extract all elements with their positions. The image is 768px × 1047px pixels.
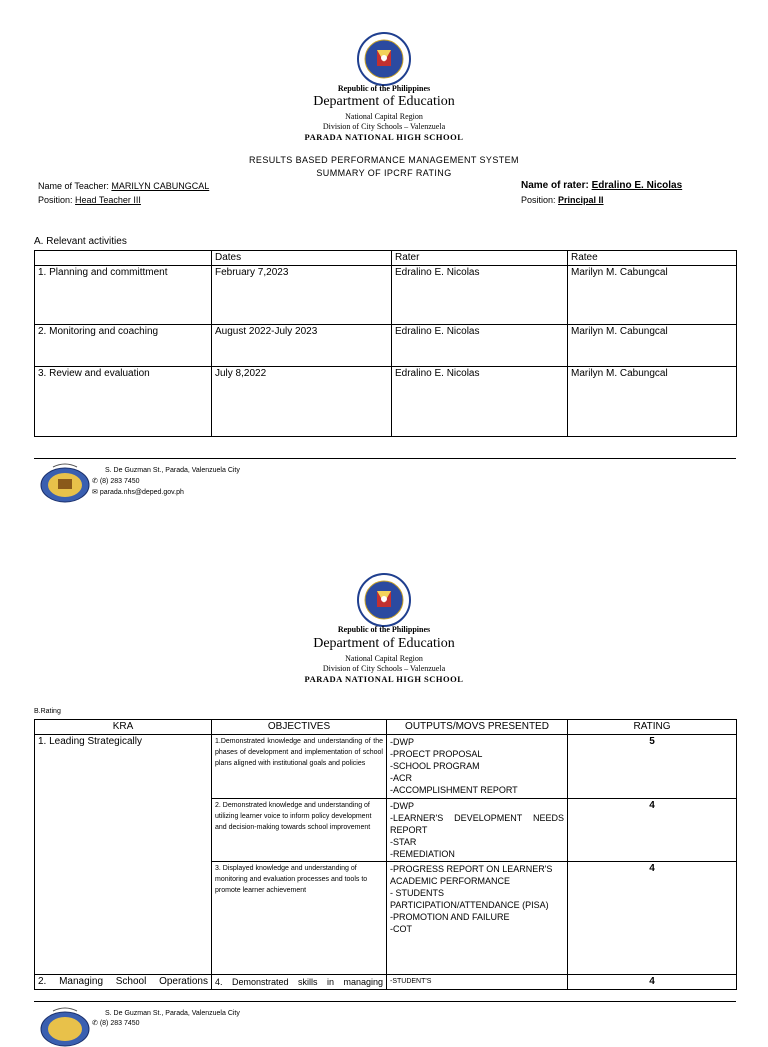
table-row: 2. Monitoring and coaching August 2022-July 2023 Edralino E. Nicolas Marilyn M. Cabungcal [35, 325, 737, 367]
phone-icon: ✆ [92, 1020, 98, 1027]
department-title: Department of Education [313, 636, 455, 651]
footer-email-row: ✉ parada.nhs@deped.gov.ph [92, 489, 184, 496]
rating-value: 4 [568, 975, 737, 990]
footer-phone-row: ✆ (8) 283 7450 [92, 478, 140, 485]
table-row: 3. Review and evaluation July 8,2022 Edralino E. Nicolas Marilyn M. Cabungcal [35, 367, 737, 437]
report-title-line1: RESULTS BASED PERFORMANCE MANAGEMENT SYSTEM [249, 155, 519, 165]
table-row: 1. Planning and committment February 7,2023 Edralino E. Nicolas Marilyn M. Cabungcal [35, 266, 737, 325]
footer-divider [34, 1001, 736, 1002]
section-a-title: A. Relevant activities [34, 236, 127, 247]
teacher-position-row: Position: Head Teacher III [38, 195, 141, 205]
phone-icon: ✆ [92, 478, 98, 485]
report-title-line2: SUMMARY OF IPCRF RATING [316, 168, 452, 178]
republic-label: Republic of the Philippines [337, 625, 431, 634]
republic-label: Republic of the Philippines [337, 84, 431, 93]
table-row: 1. Leading Strategically 1.Demonstrated knowledge and understanding of the phases of development and implementation of school plans aligned with institutional goals and policies -DWP -PROECT PROPOSAL -SCHOOL PROGRAM -ACR -ACCOMPLISHMENT REPORT 5 [35, 735, 737, 799]
rating-value: 5 [568, 735, 737, 799]
rating-value: 4 [568, 799, 737, 862]
teacher-name: MARILYN CABUNGCAL [111, 181, 210, 191]
footer-divider [34, 458, 736, 459]
school-logo-icon [38, 1005, 92, 1047]
footer-address: S. De Guzman St., Parada, Valenzuela City [105, 467, 240, 474]
table-header-row: KRA OBJECTIVES OUTPUTS/MOVS PRESENTED RATING [35, 720, 737, 735]
kra-cell: 1. Leading Strategically [35, 735, 212, 975]
footer-address: S. De Guzman St., Parada, Valenzuela City [105, 1010, 240, 1017]
department-title: Department of Education [313, 94, 455, 109]
rater-position-row: Position: Principal II [521, 195, 604, 205]
rater-name-row: Name of rater: Edralino E. Nicolas [521, 180, 683, 191]
region-label: National Capital Region [345, 112, 423, 121]
school-name: PARADA NATIONAL HIGH SCHOOL [304, 674, 464, 684]
table-row: 3. Displayed knowledge and understanding of monitoring and evaluation processes and tools to promote learner achievement -PROGRESS REPORT ON LEARNER'S ACADEMIC PERFORMANCE - STUDENTS PARTICIPATION/ATTENDANCE (PISA) -PROMOTION AND FAILURE -COT 4 [35, 862, 737, 975]
division-label: Division of City Schools – Valenzuela [322, 664, 446, 673]
rating-table [34, 719, 737, 990]
table-header-row: Dates Rater Ratee [35, 251, 737, 266]
email-icon: ✉ [92, 489, 98, 496]
school-name: PARADA NATIONAL HIGH SCHOOL [304, 132, 464, 142]
region-label: National Capital Region [345, 654, 423, 663]
deped-seal-icon [357, 573, 411, 627]
rater-position: Principal II [558, 195, 604, 205]
table-row: 2. Demonstrated knowledge and understanding of utilizing learner voice to inform policy development and decision-making towards school improvement -DWP -LEARNER'S DEVELOPMENT NEEDS REPORT -STAR -REMEDIATION 4 [35, 799, 737, 862]
relevant-activities-table [34, 250, 737, 437]
kra-cell: 2. Managing School Operations [35, 975, 212, 990]
footer-phone-row: ✆ (8) 283 7450 [92, 1020, 140, 1027]
school-logo-icon [38, 461, 92, 503]
teacher-name-row: Name of Teacher: MARILYN CABUNGCAL [38, 181, 210, 191]
table-row: 2. Managing School Operations 4. Demonstrated skills in managing -STUDENT'S 4 [35, 975, 737, 990]
rating-value: 4 [568, 862, 737, 975]
section-b-title: B.Rating [34, 708, 61, 715]
teacher-position: Head Teacher III [75, 195, 141, 205]
rater-name: Edralino E. Nicolas [591, 180, 683, 191]
deped-seal-icon [357, 32, 411, 86]
division-label: Division of City Schools – Valenzuela [322, 122, 446, 131]
